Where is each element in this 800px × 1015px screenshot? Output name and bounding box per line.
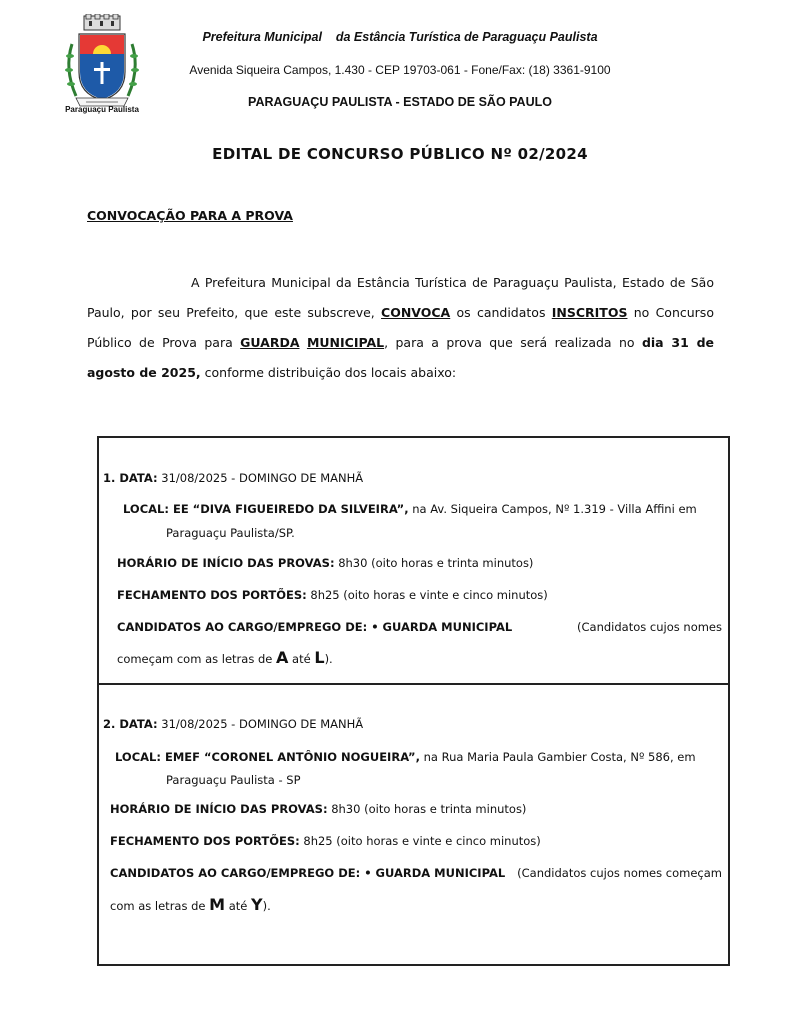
intro-paragraph: A Prefeitura Municipal da Estância Turística de Paraguaçu Paulista, Estado de São Paulo, por seu Prefeito, que este subscreve, CONVOCA os candidatos INSCRITOS no Concurso Público de Prova para GUARDA MUNICIPAL, para a prova que será realizada no dia 31 de agosto de 2025, conforme distribuição dos locais abaixo:: [87, 275, 714, 380]
convoca-emphasis: CONVOCA: [381, 305, 451, 320]
document-title: EDITAL DE CONCURSO PÚBLICO Nº 02/2024: [212, 145, 588, 163]
exam-date: dia 31 de agosto de 2025,: [87, 335, 714, 380]
location-1-letters: começam com as letras de A até L).: [117, 648, 333, 667]
header-municipality: Prefeitura Municipal: [202, 30, 322, 44]
letter-from: M: [209, 895, 226, 914]
municipal-emphasis: MUNICIPAL: [306, 335, 385, 350]
letter-from: A: [276, 648, 289, 667]
location-2-gate-closing: FECHAMENTO DOS PORTÕES: 8h25 (oito horas e vinte e cinco minutos): [110, 834, 541, 848]
guarda-emphasis: GUARDA: [240, 335, 300, 350]
locations-divider: [97, 683, 730, 685]
location-1-local: LOCAL: EE “DIVA FIGUEIREDO DA SILVEIRA”, na Av. Siqueira Campos, Nº 1.319 - Villa Affini em: [123, 502, 697, 516]
location-1-candidates: CANDIDATOS AO CARGO/EMPREGO DE: • GUARDA MUNICIPAL (Candidatos cujos nomes: [117, 620, 722, 634]
location-1-local-city: Paraguaçu Paulista/SP.: [166, 526, 295, 540]
location-1-date: 1. DATA: 31/08/2025 - DOMINGO DE MANHÃ: [103, 471, 364, 485]
section-heading: CONVOCAÇÃO PARA A PROVA: [87, 208, 293, 223]
header-city-state: PARAGUAÇU PAULISTA - ESTADO DE SÃO PAULO: [248, 95, 552, 109]
header-address: Avenida Siqueira Campos, 1.430 - CEP 19703-061 - Fone/Fax: (18) 3361-9100: [189, 63, 611, 77]
header-estancia: da Estância Turística de Paraguaçu Paulista: [335, 30, 598, 44]
inscritos-emphasis: INSCRITOS: [551, 305, 628, 320]
logo-caption: Paraguaçu Paulista: [65, 105, 139, 114]
letter-to: L: [314, 648, 325, 667]
location-2-candidates: CANDIDATOS AO CARGO/EMPREGO DE: • GUARDA MUNICIPAL (Candidatos cujos nomes começam: [110, 866, 722, 880]
location-2-letters: com as letras de M até Y).: [110, 895, 271, 914]
location-2-date: 2. DATA: 31/08/2025 - DOMINGO DE MANHÃ: [103, 717, 364, 731]
location-2-local-city: Paraguaçu Paulista - SP: [166, 773, 301, 787]
letter-to: Y: [251, 895, 263, 914]
location-2-start-time: HORÁRIO DE INÍCIO DAS PROVAS: 8h30 (oito horas e trinta minutos): [110, 802, 527, 816]
location-1-start-time: HORÁRIO DE INÍCIO DAS PROVAS: 8h30 (oito horas e trinta minutos): [117, 556, 534, 570]
location-2-local: LOCAL: EMEF “CORONEL ANTÔNIO NOGUEIRA”, na Rua Maria Paula Gambier Costa, Nº 586, em: [115, 750, 696, 764]
header-line-1: [150, 30, 650, 44]
location-1-gate-closing: FECHAMENTO DOS PORTÕES: 8h25 (oito horas e vinte e cinco minutos): [117, 588, 548, 602]
